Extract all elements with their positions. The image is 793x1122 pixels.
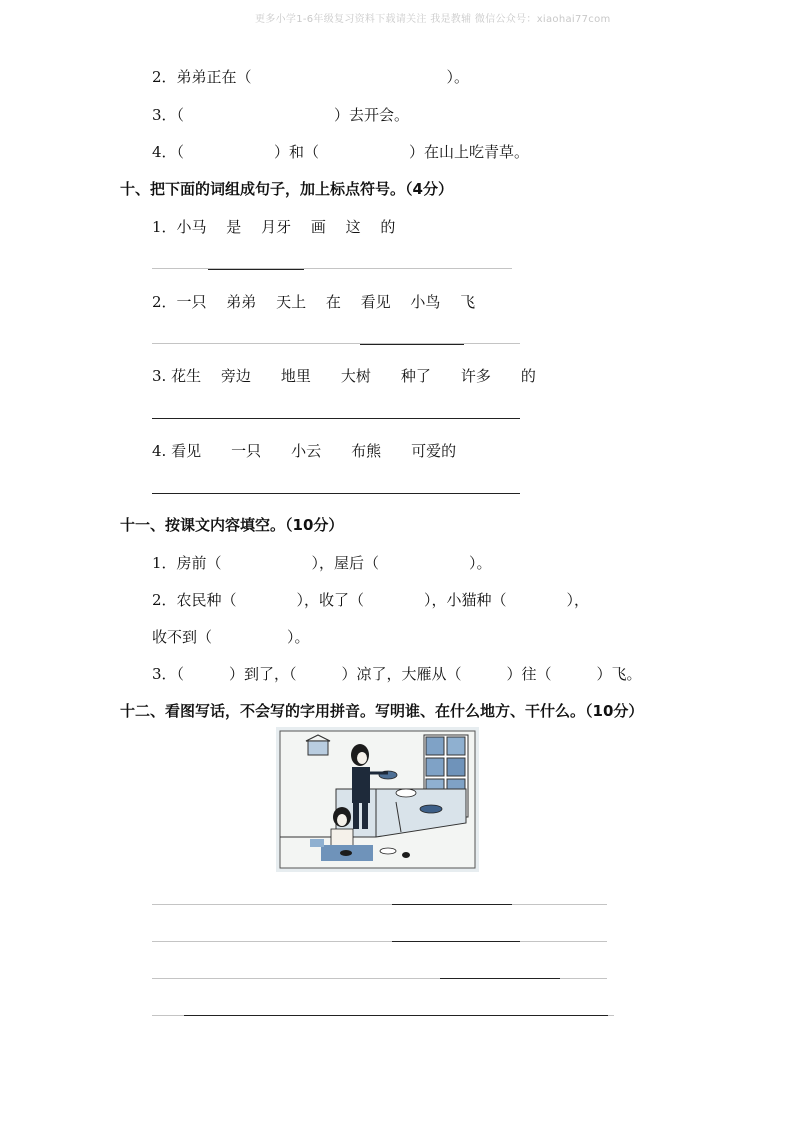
section-10-item-3: 3. 花生 旁边 地里 大树 种了 许多 的 — [152, 367, 536, 385]
writing-line-mark — [392, 941, 520, 942]
fill-line-3: 3．（ ）去开会。 — [152, 106, 410, 124]
section-10-item-2: 2．一只 弟弟 天上 在 看见 小鸟 飞 — [152, 293, 476, 311]
section-11-line-2-cont: 收不到（ ）。 — [152, 628, 310, 646]
writing-line-1 — [152, 904, 607, 905]
section-11-line-2: 2．农民种（ ），收了（ ），小猫种（ ）， — [152, 591, 590, 609]
section-10-item-4: 4. 看见 一只 小云 布熊 可爱的 — [152, 442, 457, 460]
fill-line-2: 2．弟弟正在（ ）。 — [152, 68, 470, 86]
answer-line-mark — [208, 269, 304, 270]
section-11-heading: 十一、按课文内容填空。（10分） — [120, 516, 344, 534]
writing-line-mark — [184, 1015, 608, 1016]
section-12-heading: 十二、看图写话，不会写的字用拼音。写明谁、在什么地方、干什么。（10分） — [120, 702, 644, 720]
section-10-heading: 十、把下面的词组成句子，加上标点符号。（4分） — [120, 180, 453, 198]
writing-line-mark — [440, 978, 560, 979]
answer-line — [152, 268, 512, 269]
answer-line — [152, 418, 520, 419]
picture-kitchen-girls — [276, 727, 479, 872]
answer-line — [152, 493, 520, 494]
answer-line — [152, 343, 520, 344]
section-11-line-3: 3．（ ）到了，（ ）凉了，大雁从（ ）往（ ）飞。 — [152, 665, 642, 683]
watermark: 更多小学1-6年级复习资料下载请关注 我是教辅 微信公众号：xiaohai77com — [255, 14, 611, 25]
writing-line-mark — [392, 904, 512, 905]
answer-line-mark — [360, 344, 464, 345]
section-10-item-1: 1．小马 是 月牙 画 这 的 — [152, 218, 396, 236]
fill-line-4: 4．（ ）和（ ）在山上吃青草。 — [152, 143, 530, 161]
writing-line-2 — [152, 941, 607, 942]
section-11-line-1: 1．房前（ ），屋后（ ）。 — [152, 554, 492, 572]
